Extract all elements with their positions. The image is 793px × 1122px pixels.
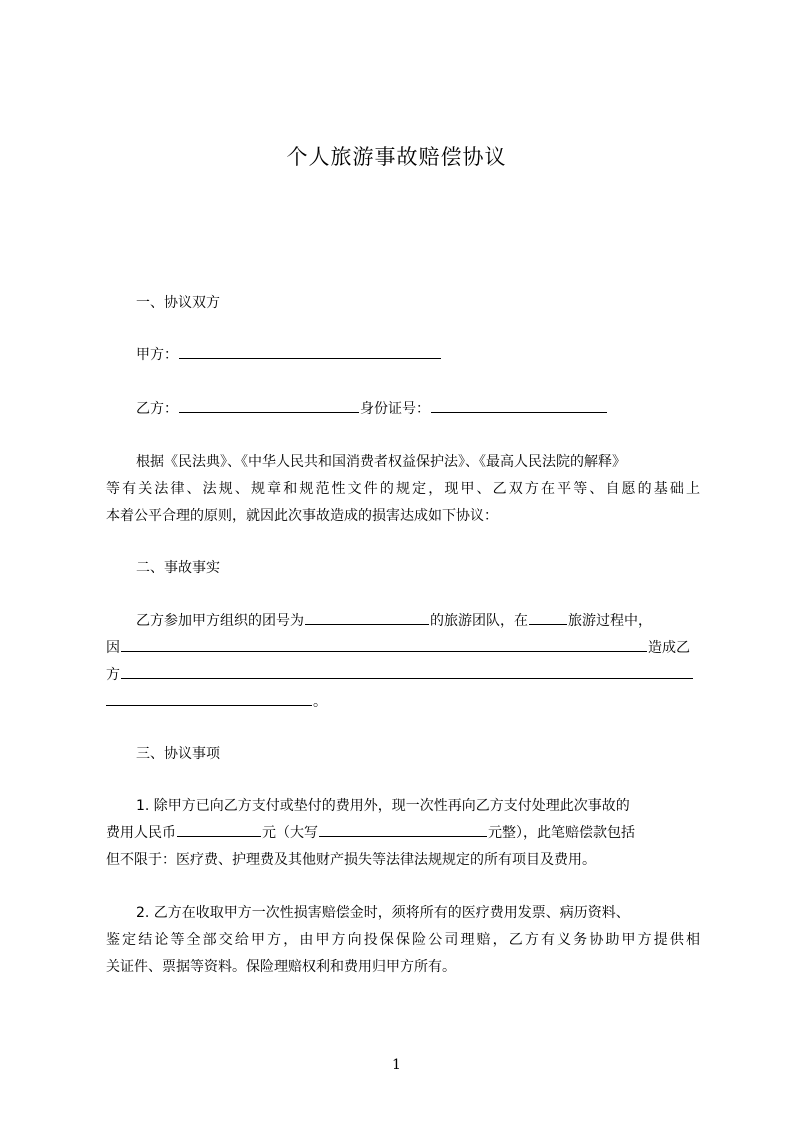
party-b-label: 乙方： xyxy=(136,401,178,417)
item2-line-1: 2. 乙方在收取甲方一次性损害赔偿金时，须将所有的医疗费用发票、病历资料、 xyxy=(136,905,630,921)
item1-line-2 xyxy=(106,825,700,841)
tour-number-blank xyxy=(305,623,429,625)
facts-line-1 xyxy=(136,613,730,629)
intro-line-3: 本着公平合理的原则，就因此次事故造成的损害达成如下协议： xyxy=(106,508,498,524)
section-heading-facts: 二、事故事实 xyxy=(136,560,220,576)
tour-location-blank xyxy=(529,623,567,625)
item1-line-1: 1. 除甲方已向乙方支付或垫付的费用外，现一次性再向乙方支付处理此次事故的 xyxy=(136,798,630,814)
amount-words-blank xyxy=(319,835,487,837)
section-heading-parties: 一、协议双方 xyxy=(136,295,220,311)
document-title: 个人旅游事故赔偿协议 xyxy=(286,145,507,169)
facts-text-causing: 造成乙 xyxy=(648,640,690,656)
intro-line-2: 等有关法律、法规、规章和规范性文件的规定，现甲、乙双方在平等、自愿的基础上 xyxy=(106,481,700,497)
facts-line-3 xyxy=(106,667,700,683)
item1-line-3: 但不限于：医疗费、护理费及其他财产损失等法律法规规定的所有项目及费用。 xyxy=(106,852,596,868)
damage-blank-1 xyxy=(121,677,693,679)
facts-text-period: 。 xyxy=(313,694,327,710)
party-b-line xyxy=(136,401,730,417)
intro-line-1: 根据《民法典》、《中华人民共和国消费者权益保护法》、《最高人民法院的解释》 xyxy=(136,454,626,470)
section-heading-terms: 三、协议事项 xyxy=(136,746,220,762)
id-number-blank xyxy=(431,411,607,413)
amount-blank xyxy=(177,835,261,837)
item1-text-includes: 元整），此笔赔偿款包括 xyxy=(488,825,635,841)
item1-text-rmb: 费用人民币 xyxy=(106,825,176,841)
party-a-label: 甲方： xyxy=(136,347,178,363)
cause-blank xyxy=(121,650,647,652)
facts-text-tour-number: 乙方参加甲方组织的团号为 xyxy=(136,613,304,629)
party-a-line xyxy=(136,347,730,363)
damage-blank-2 xyxy=(106,704,312,706)
facts-line-2 xyxy=(106,640,700,656)
facts-line-4 xyxy=(106,694,700,710)
item2-line-2: 鉴定结论等全部交给甲方，由甲方向投保保险公司理赔，乙方有义务协助甲方提供相 xyxy=(106,932,700,948)
facts-text-tour-team: 的旅游团队，在 xyxy=(430,613,528,629)
facts-text-party: 方 xyxy=(106,667,120,683)
facts-text-because: 因 xyxy=(106,640,120,656)
page-number: 1 xyxy=(392,1057,401,1073)
party-b-blank xyxy=(179,411,359,413)
party-a-blank xyxy=(179,357,441,359)
id-number-label: 身份证号： xyxy=(360,401,430,417)
item2-line-3: 关证件、票据等资料。保险理赔权利和费用归甲方所有。 xyxy=(106,959,456,975)
facts-text-during-tour: 旅游过程中， xyxy=(568,613,652,629)
item1-text-in-words: 元（大写 xyxy=(262,825,318,841)
